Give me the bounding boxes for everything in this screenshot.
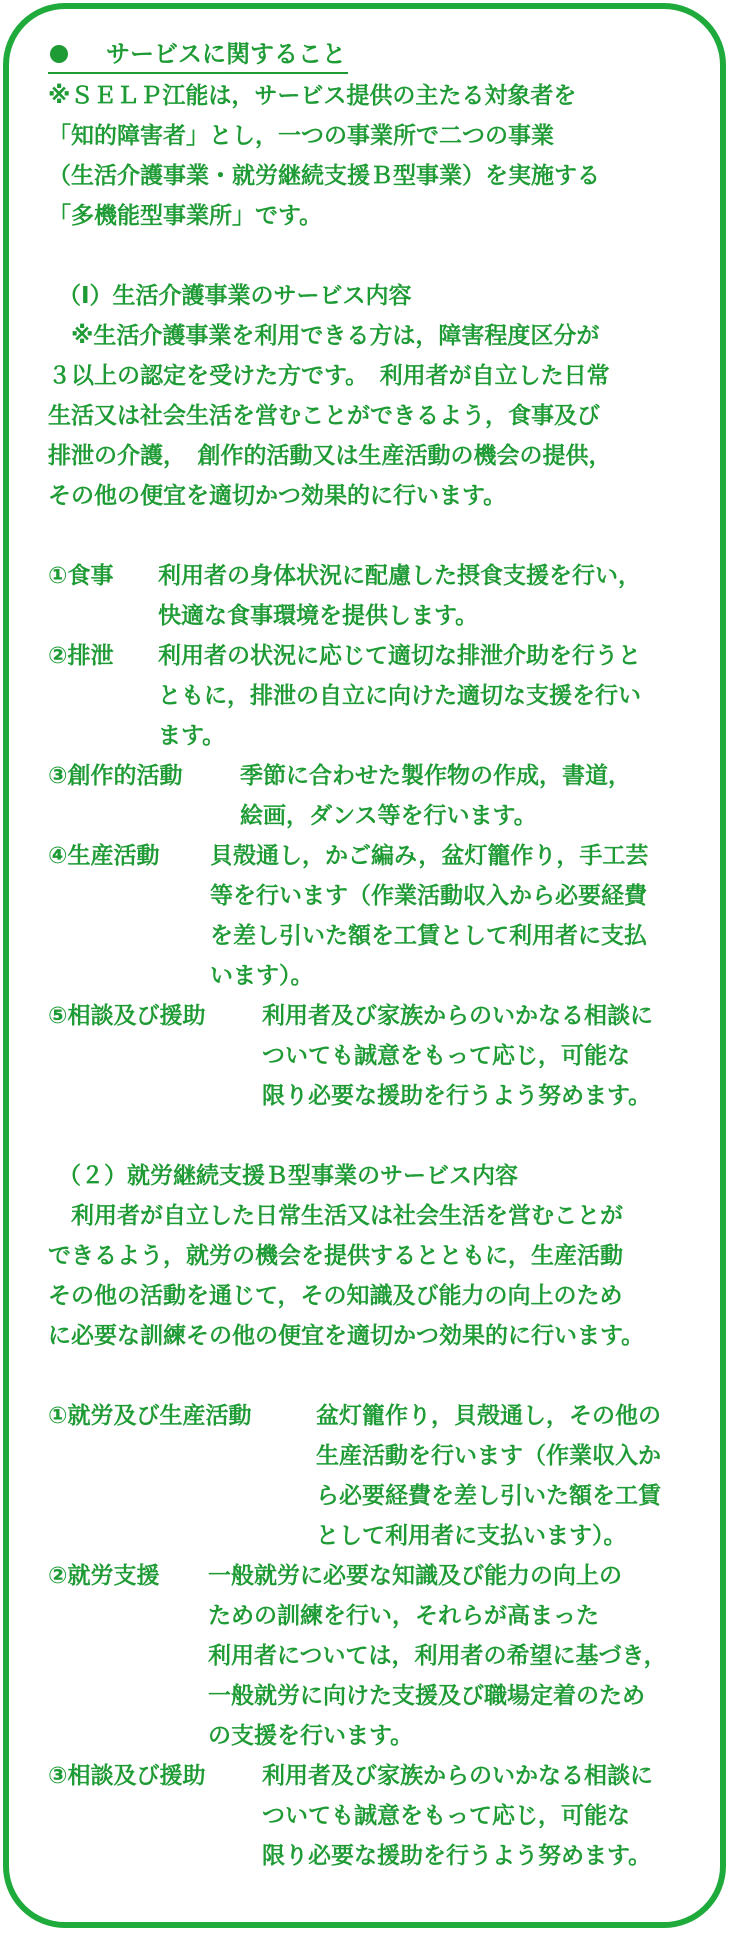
item-line: 利用者の状況に応じて適切な排泄介助を行うと xyxy=(158,643,641,669)
list-item-excretion xyxy=(48,636,728,756)
item-body xyxy=(210,836,648,996)
service-info-content xyxy=(48,34,728,1876)
item-label: ⑤相談及び援助 xyxy=(48,1003,206,1029)
section-text-line: その他の活動を通じて，その知識及び能力の向上のため xyxy=(48,1283,623,1309)
intro-line: 「知的障害者」とし，一つの事業所で二つの事業 xyxy=(48,123,554,149)
item-line: ついても誠意をもって応じ，可能な xyxy=(262,1803,630,1829)
item-body xyxy=(262,996,653,1116)
item-body xyxy=(316,1396,661,1556)
item-line: 生産活動を行います（作業収入か xyxy=(316,1443,661,1469)
list-item-consultation-2 xyxy=(48,1756,728,1876)
heading-underline xyxy=(48,37,348,74)
list-item-meal xyxy=(48,556,728,636)
item-line: 利用者については，利用者の希望に基づき， xyxy=(208,1643,667,1669)
item-line: 限り必要な援助を行うよう努めます。 xyxy=(262,1843,652,1869)
section-text-line: その他の便宜を適切かつ効果的に行います。 xyxy=(48,483,507,509)
bullet-icon xyxy=(50,45,68,63)
item-line: 貝殻通し，かご編み，盆灯籠作り，手工芸 xyxy=(210,843,649,869)
item-body xyxy=(240,756,631,836)
item-label: ①食事 xyxy=(48,563,114,589)
item-line: 利用者及び家族からのいかなる相談に xyxy=(262,1763,653,1789)
list-item-work-production xyxy=(48,1396,728,1556)
item-line: ともに，排泄の自立に向けた適切な支援を行い xyxy=(158,683,641,709)
section-title: （２）就労継続支援Ｂ型事業のサービス内容 xyxy=(58,1163,518,1189)
intro-line: 「多機能型事業所」です。 xyxy=(48,203,323,229)
section-text-line: に必要な訓練その他の便宜を適切かつ効果的に行います。 xyxy=(48,1323,645,1349)
item-line: 限り必要な援助を行うよう努めます。 xyxy=(262,1083,652,1109)
item-line: の支援を行います。 xyxy=(208,1723,414,1749)
list-item-production xyxy=(48,836,728,996)
item-label: ④生産活動 xyxy=(48,843,160,869)
item-label: ③創作的活動 xyxy=(48,763,183,789)
item-label: ②就労支援 xyxy=(48,1563,160,1589)
item-line: ます。 xyxy=(158,723,226,749)
section-text-line: 生活又は社会生活を営むことができるよう，食事及び xyxy=(48,403,600,429)
heading-title: サービスに関すること xyxy=(106,39,346,68)
section-title: （Ⅰ）生活介護事業のサービス内容 xyxy=(58,283,412,309)
list-item-consultation xyxy=(48,996,728,1116)
item-line: 絵画，ダンス等を行います。 xyxy=(240,803,537,829)
item-line: ための訓練を行い，それらが高まった xyxy=(208,1603,599,1629)
item-line: 快適な食事環境を提供します。 xyxy=(158,603,479,629)
item-body xyxy=(262,1756,653,1876)
item-line: を差し引いた額を工賃として利用者に支払 xyxy=(210,923,647,949)
list-item-work-support xyxy=(48,1556,728,1756)
list-item-creative xyxy=(48,756,728,836)
section-employment-support xyxy=(48,1156,728,1876)
item-line: ら必要経費を差し引いた額を工賃 xyxy=(316,1483,661,1509)
item-line: 等を行います（作業活動収入から必要経費 xyxy=(210,883,647,909)
section-life-care xyxy=(48,276,728,1116)
item-line: 季節に合わせた製作物の作成，書道， xyxy=(240,763,631,789)
item-label: ①就労及び生産活動 xyxy=(48,1403,252,1429)
item-line: 一般就労に必要な知識及び能力の向上の xyxy=(208,1563,622,1589)
item-label: ③相談及び援助 xyxy=(48,1763,206,1789)
item-body xyxy=(208,1556,667,1756)
item-body xyxy=(158,556,641,636)
item-line: 一般就労に向けた支援及び職場定着のため xyxy=(208,1683,645,1709)
item-line: 利用者の身体状況に配慮した摂食支援を行い， xyxy=(158,563,641,589)
section-heading xyxy=(48,34,728,76)
section-text-line: ３以上の認定を受けた方です。 利用者が自立した日常 xyxy=(48,363,610,389)
intro-line: （生活介護事業・就労継続支援Ｂ型事業）を実施する xyxy=(48,163,600,189)
item-line: 利用者及び家族からのいかなる相談に xyxy=(262,1003,653,1029)
item-line: ついても誠意をもって応じ，可能な xyxy=(262,1043,630,1069)
item-body xyxy=(158,636,641,756)
section-text-line: 利用者が自立した日常生活又は社会生活を営むことが xyxy=(48,1203,623,1229)
item-label: ②排泄 xyxy=(48,643,114,669)
section-text-line: ※生活介護事業を利用できる方は，障害程度区分が xyxy=(48,323,600,349)
item-line: 盆灯籠作り，貝殻通し，その他の xyxy=(316,1403,661,1429)
section-text-line: できるよう，就労の機会を提供するとともに，生産活動 xyxy=(48,1243,623,1269)
intro-paragraph xyxy=(48,76,728,236)
item-line: います）。 xyxy=(210,963,314,989)
intro-line: ※ＳＥＬＰ江能は，サービス提供の主たる対象者を xyxy=(48,83,577,109)
section-text-line: 排泄の介護， 創作的活動又は生産活動の機会の提供， xyxy=(48,443,612,469)
item-line: として利用者に支払います）。 xyxy=(316,1523,627,1549)
